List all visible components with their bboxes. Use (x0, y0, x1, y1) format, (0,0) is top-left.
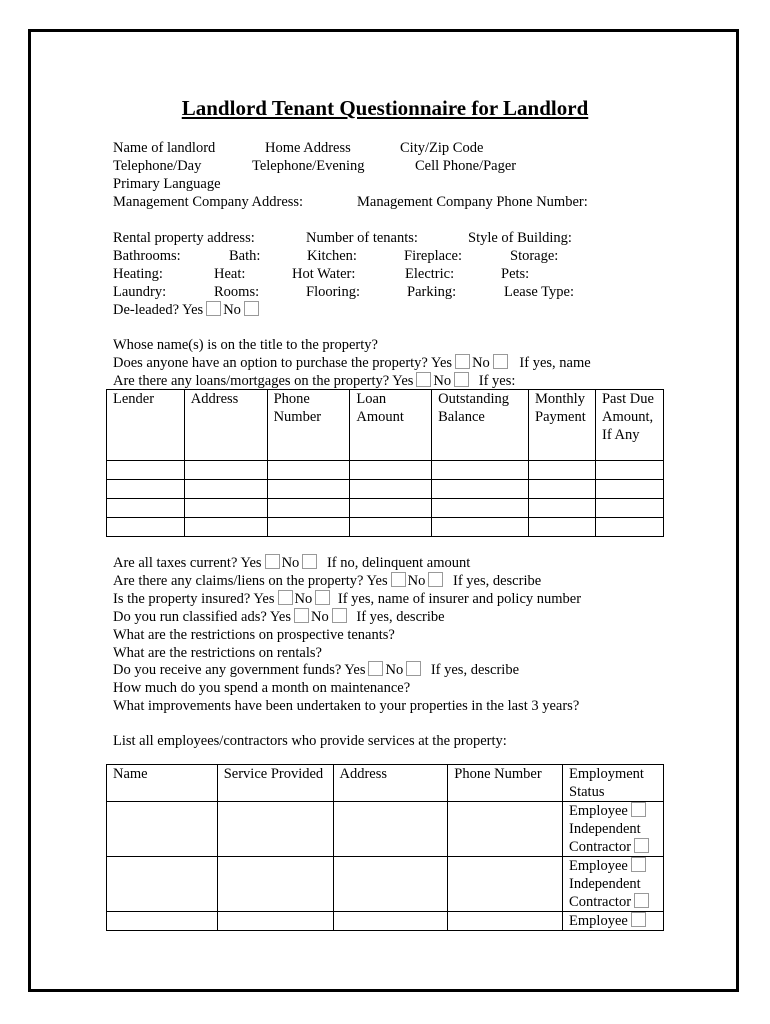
loans-ifyes-label: If yes: (478, 373, 516, 389)
table-cell[interactable] (184, 499, 267, 518)
table-cell[interactable] (184, 461, 267, 480)
telephone-evening-label: Telephone/Evening (252, 158, 365, 174)
pets-label: Pets: (501, 266, 530, 282)
contractor-checkbox[interactable] (634, 893, 649, 908)
option-no-label: No (472, 355, 490, 371)
employee-header-address: Address (333, 765, 448, 802)
table-cell[interactable] (107, 802, 218, 857)
claims-question: Are there any claims/liens on the property? Yes (113, 573, 388, 589)
table-cell[interactable] (529, 480, 596, 499)
taxes-question: Are all taxes current? Yes (113, 555, 262, 571)
lease-type-label: Lease Type: (504, 284, 574, 300)
taxes-row (113, 554, 470, 572)
table-cell[interactable] (107, 461, 185, 480)
table-cell[interactable] (267, 499, 350, 518)
electric-label: Electric: (405, 266, 455, 282)
management-address-label: Management Company Address: (113, 194, 304, 210)
gov-tail: If yes, describe (430, 662, 520, 678)
table-cell[interactable] (350, 499, 432, 518)
table-cell[interactable] (333, 912, 448, 931)
ads-no-checkbox[interactable] (332, 608, 347, 623)
bathrooms-label: Bathrooms: (113, 248, 181, 264)
restrictions-rentals-question: What are the restrictions on rentals? (113, 645, 322, 661)
loan-header-outstanding: Outstanding Balance (432, 390, 529, 461)
employee-table-header (107, 765, 664, 802)
style-of-building-label: Style of Building: (468, 230, 572, 246)
deleaded-label: De-leaded? Yes (113, 302, 204, 318)
employment-status-cell (563, 857, 664, 912)
rooms-label: Rooms: (214, 284, 260, 300)
employee-checkbox[interactable] (631, 857, 646, 872)
employees-prompt: List all employees/contractors who provide services at the property: (113, 733, 507, 749)
gov-no-checkbox[interactable] (406, 661, 421, 676)
storage-label: Storage: (510, 248, 559, 264)
rental-address-label: Rental property address: (113, 230, 255, 246)
loans-no-label: No (433, 373, 452, 389)
improvements-question: What improvements have been undertaken to your properties in the last 3 years? (113, 698, 580, 714)
employee-option (569, 802, 657, 820)
table-cell[interactable] (184, 518, 267, 537)
city-zip-label: City/Zip Code (400, 140, 484, 156)
table-cell[interactable] (267, 461, 350, 480)
bath-label: Bath: (229, 248, 261, 264)
claims-tail: If yes, describe (452, 573, 542, 589)
loans-no-checkbox[interactable] (454, 372, 469, 387)
employee-option (569, 912, 657, 930)
claims-no-label: No (407, 573, 426, 589)
table-cell[interactable] (107, 857, 218, 912)
option-row (113, 354, 591, 372)
table-cell[interactable] (350, 461, 432, 480)
contractor-label: Contractor (569, 839, 632, 855)
employee-label: Employee (569, 803, 628, 819)
deleaded-row (113, 301, 261, 319)
insured-no-checkbox[interactable] (315, 590, 330, 605)
table-cell[interactable] (432, 518, 529, 537)
ads-tail: If yes, describe (356, 609, 445, 625)
employment-status-cell (563, 802, 664, 857)
name-of-landlord-label: Name of landlord (113, 140, 216, 156)
deleaded-no-label: No (223, 302, 241, 318)
table-cell[interactable] (529, 461, 596, 480)
loan-header-phone: Phone Number (267, 390, 350, 461)
heat-label: Heat: (214, 266, 246, 282)
employee-label: Employee (569, 858, 628, 874)
table-cell[interactable] (432, 499, 529, 518)
ads-row (113, 608, 445, 626)
gov-no-label: No (385, 662, 404, 678)
loan-table-header (107, 390, 664, 461)
gov-yes-checkbox[interactable] (368, 661, 383, 676)
table-cell[interactable] (107, 518, 185, 537)
table-row (107, 802, 664, 857)
kitchen-label: Kitchen: (307, 248, 357, 264)
option-no-checkbox[interactable] (493, 354, 508, 369)
taxes-no-checkbox[interactable] (302, 554, 317, 569)
table-cell[interactable] (448, 802, 563, 857)
table-row (107, 499, 664, 518)
independent-label: Independent (569, 821, 641, 837)
employee-header-service: Service Provided (217, 765, 333, 802)
claims-yes-checkbox[interactable] (391, 572, 406, 587)
contractor-label: Contractor (569, 894, 632, 910)
option-question: Does anyone have an option to purchase the property? Yes (113, 355, 453, 371)
restrictions-tenants-question: What are the restrictions on prospective tenants? (113, 627, 395, 643)
table-cell[interactable] (267, 480, 350, 499)
primary-language-label: Primary Language (113, 176, 221, 192)
employee-label: Employee (569, 913, 628, 929)
employee-checkbox[interactable] (631, 802, 646, 817)
insured-question: Is the property insured? Yes (113, 591, 275, 607)
number-of-tenants-label: Number of tenants: (306, 230, 418, 246)
employee-header-status: Employment Status (563, 765, 664, 802)
hot-water-label: Hot Water: (292, 266, 356, 282)
insured-tail: If yes, name of insurer and policy number (337, 591, 582, 607)
home-address-label: Home Address (265, 140, 351, 156)
title-question: Whose name(s) is on the title to the property? (113, 337, 378, 353)
loan-table (106, 389, 664, 537)
gov-question: Do you receive any government funds? Yes (113, 662, 366, 678)
deleaded-yes-checkbox[interactable] (206, 301, 221, 316)
taxes-tail: If no, delinquent amount (326, 555, 471, 571)
employment-status-cell (563, 912, 664, 931)
table-cell[interactable] (217, 802, 333, 857)
telephone-day-label: Telephone/Day (113, 158, 202, 174)
insured-yes-checkbox[interactable] (278, 590, 293, 605)
employee-checkbox[interactable] (631, 912, 646, 927)
ads-yes-checkbox[interactable] (294, 608, 309, 623)
table-cell[interactable] (529, 518, 596, 537)
table-cell[interactable] (432, 461, 529, 480)
parking-label: Parking: (407, 284, 457, 300)
table-cell[interactable] (595, 461, 663, 480)
table-cell[interactable] (595, 499, 663, 518)
employee-header-name: Name (107, 765, 218, 802)
table-row (107, 857, 664, 912)
loan-header-past-due: Past Due Amount, If Any (595, 390, 663, 461)
page-title: Landlord Tenant Questionnaire for Landlord (181, 96, 589, 120)
gov-row (113, 661, 519, 679)
loan-header-monthly: Monthly Payment (529, 390, 596, 461)
fireplace-label: Fireplace: (404, 248, 462, 264)
loan-header-address: Address (184, 390, 267, 461)
cell-phone-label: Cell Phone/Pager (415, 158, 517, 174)
table-row (107, 461, 664, 480)
taxes-yes-checkbox[interactable] (265, 554, 280, 569)
loans-question: Are there any loans/mortgages on the property? Yes (113, 373, 414, 389)
table-cell[interactable] (267, 518, 350, 537)
heating-label: Heating: (113, 266, 163, 282)
deleaded-no-checkbox[interactable] (244, 301, 259, 316)
table-cell[interactable] (333, 857, 448, 912)
option-name-label: If yes, name (519, 355, 591, 371)
contractor-option (569, 838, 657, 856)
maintenance-question: How much do you spend a month on maintenance? (113, 680, 411, 696)
contractor-checkbox[interactable] (634, 838, 649, 853)
loan-header-lender: Lender (107, 390, 185, 461)
flooring-label: Flooring: (306, 284, 360, 300)
employee-option (569, 857, 657, 875)
table-cell[interactable] (107, 912, 218, 931)
insured-no-label: No (294, 591, 313, 607)
contractor-option (569, 893, 657, 911)
table-cell[interactable] (184, 480, 267, 499)
claims-no-checkbox[interactable] (428, 572, 443, 587)
table-row (107, 912, 664, 931)
management-phone-label: Management Company Phone Number: (357, 194, 588, 210)
table-cell[interactable] (595, 518, 663, 537)
table-cell[interactable] (350, 518, 432, 537)
table-cell[interactable] (448, 857, 563, 912)
loans-row (113, 372, 515, 390)
table-cell[interactable] (350, 480, 432, 499)
taxes-no-label: No (281, 555, 300, 571)
option-yes-checkbox[interactable] (455, 354, 470, 369)
laundry-label: Laundry: (113, 284, 167, 300)
table-row (107, 518, 664, 537)
loans-yes-checkbox[interactable] (416, 372, 431, 387)
table-cell[interactable] (333, 802, 448, 857)
employee-table (106, 764, 664, 931)
table-cell[interactable] (595, 480, 663, 499)
insured-row (113, 590, 581, 608)
table-cell[interactable] (107, 499, 185, 518)
table-cell[interactable] (217, 912, 333, 931)
table-cell[interactable] (107, 480, 185, 499)
employee-header-phone: Phone Number (448, 765, 563, 802)
loan-header-loan-amount: Loan Amount (350, 390, 432, 461)
independent-label: Independent (569, 876, 641, 892)
ads-question: Do you run classified ads? Yes (113, 609, 292, 625)
ads-no-label: No (311, 609, 329, 625)
table-cell[interactable] (432, 480, 529, 499)
table-cell[interactable] (217, 857, 333, 912)
table-cell[interactable] (448, 912, 563, 931)
claims-row (113, 572, 541, 590)
table-row (107, 480, 664, 499)
table-cell[interactable] (529, 499, 596, 518)
